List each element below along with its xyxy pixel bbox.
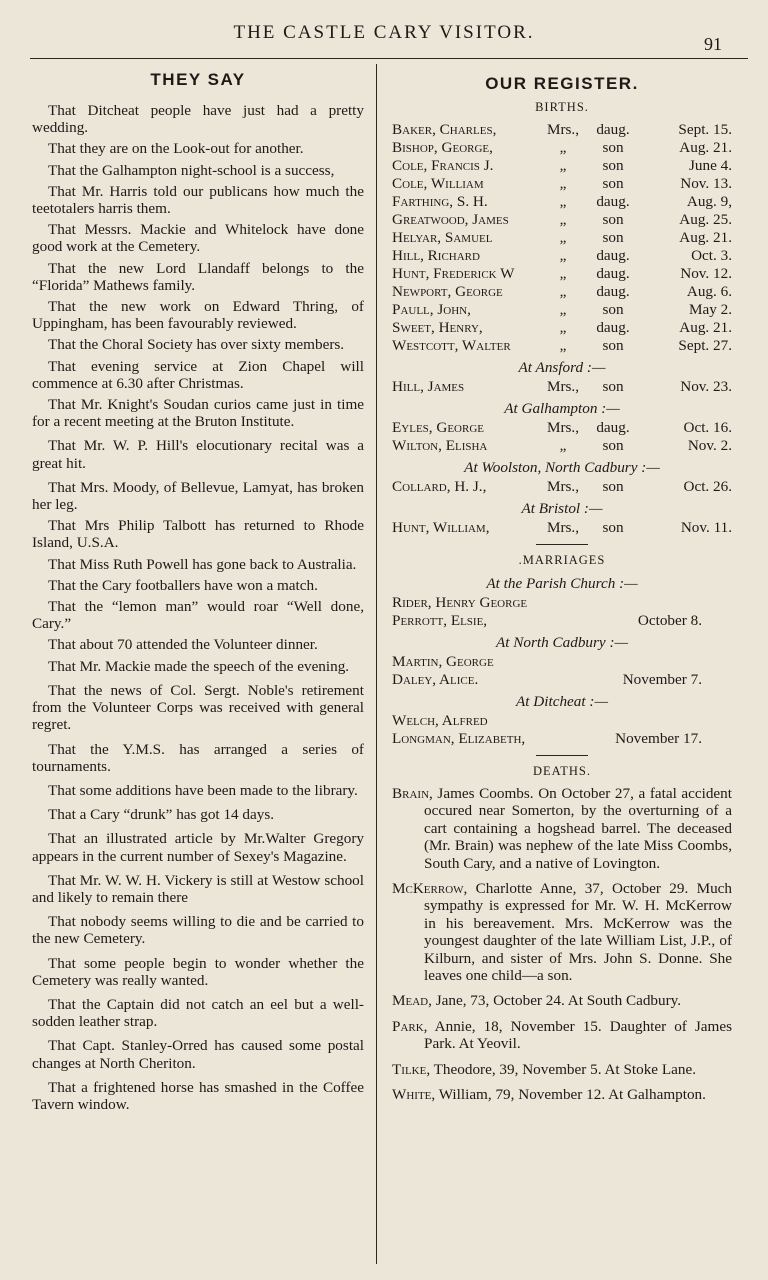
list-item: That a frightened horse has smashed in the Coffee Tavern window. (32, 1078, 364, 1113)
list-item: That evening service at Zion Chapel will commence at 6.30 after Christmas. (32, 357, 364, 392)
list-item: That the new Lord Llandaff belongs to the “Florida” Mathews family. (32, 259, 364, 294)
list-item: McKerrow, Charlotte Anne, 37, October 29. Much sympathy is expressed for Mr. W. H. McKerrow in his bereavement. Mrs. McKerrow was the youngest daughter of the late William List, J.P., of Kilburn, and sister of Mrs. John S. Donne. She leaves one child—a son. (392, 880, 732, 985)
running-head: THE CASTLE CARY VISITOR. (233, 22, 535, 43)
deaths-heading: DEATHS. (532, 764, 592, 778)
list-item: Mead, Jane, 73, October 24. At South Cadbury. (392, 992, 682, 1010)
list-item: That Mr. Knight's Soudan curios came just in time for a recent meeting at the Bruton Institute. (32, 396, 364, 431)
table-row: Wilton, Elisha „ son Nov. 2. (392, 437, 732, 454)
table-row: Sweet, Henry, „ daug. Aug. 21. (392, 319, 732, 336)
list-item: That the “lemon man” would roar “Well done, Cary.” (32, 598, 364, 633)
list-item: That an illustrated article by Mr.Walter Gregory appears in the current number of Sexey's Magazine. (32, 830, 364, 865)
list-item: That Mr. W. W. H. Vickery is still at Westow school and likely to remain there (32, 871, 364, 906)
table-row: Bishop, George, „ son Aug. 21. (392, 139, 732, 156)
table-row: Newport, George „ daug. Aug. 6. (392, 283, 732, 300)
table-row: Collard, H. J., Mrs., son Oct. 26. (392, 478, 732, 495)
marriage-entry: Martin, George Daley, Alice. November 7. (392, 653, 702, 688)
list-item: Park, Annie, 18, November 15. Daughter of James Park. At Yeovil. (392, 1017, 732, 1053)
list-item: That some people begin to wonder whether the Cemetery was really wanted. (32, 954, 364, 989)
list-item: That the Cary footballers have won a match. (48, 576, 318, 594)
location-parish-church: At the Parish Church :— (486, 575, 638, 592)
page-number: 91 (704, 34, 722, 54)
list-item: That Mr. W. P. Hill's elocutionary recital was a great hit. (32, 437, 364, 472)
table-row: Hunt, William, Mrs., son Nov. 11. (392, 519, 732, 536)
list-item: That Mr. Harris told our publicans how much the teetotalers harris them. (32, 182, 364, 218)
marriages-heading: .MARRIAGES (518, 553, 606, 567)
list-item: That the Y.M.S. has arranged a series of tournaments. (32, 740, 364, 775)
table-row: Eyles, George Mrs., daug. Oct. 16. (392, 419, 732, 436)
list-item: That some additions have been made to the library. (48, 781, 358, 799)
location-galhampton: At Galhampton :— (504, 400, 620, 417)
list-item: That Mrs. Moody, of Bellevue, Lamyat, has broken her leg. (32, 478, 364, 514)
list-item: That about 70 attended the Volunteer dinner. (48, 636, 318, 654)
list-item: That the Choral Society has over sixty members. (48, 336, 345, 354)
register-column (392, 74, 732, 1112)
list-item: That the new work on Edward Thring, of Uppingham, has been favourably reviewed. (32, 298, 364, 333)
table-row: Hill, James Mrs., son Nov. 23. (392, 378, 732, 395)
list-item: That they are on the Look-out for another. (48, 140, 304, 158)
table-row: Hunt, Frederick W „ daug. Nov. 12. (392, 265, 732, 282)
list-item: That the Galhampton night-school is a success, (48, 161, 335, 179)
section-rule (536, 755, 588, 756)
list-item: That Capt. Stanley-Orred has caused some postal changes at North Cheriton. (32, 1037, 364, 1072)
section-rule (536, 544, 588, 545)
table-row: Cole, Francis J. „ son June 4. (392, 157, 732, 174)
marriage-entry: Rider, Henry George Perrott, Elsie, October 8. (392, 594, 702, 629)
list-item: Tilke, Theodore, 39, November 5. At Stoke Lane. (392, 1060, 696, 1078)
location-ditcheat: At Ditcheat :— (516, 693, 608, 710)
they-say-column (32, 70, 364, 1117)
table-row: Westcott, Walter „ son Sept. 27. (392, 337, 732, 354)
list-item: That Mrs Philip Talbott has returned to Rhode Island, U.S.A. (32, 517, 364, 552)
births-heading: BIRTHS. (535, 100, 589, 114)
list-item: That Messrs. Mackie and Whitelock have done good work at the Cemetery. (32, 221, 364, 256)
top-rule (30, 58, 748, 59)
location-ansford: At Ansford :— (518, 359, 606, 376)
list-item: That Miss Ruth Powell has gone back to Australia. (48, 555, 357, 573)
register-heading: OUR REGISTER. (485, 74, 639, 93)
list-item: That Ditcheat people have just had a pretty wedding. (32, 102, 364, 137)
list-item: That the Captain did not catch an eel but a well-sodden leather strap. (32, 995, 364, 1031)
list-item: That the news of Col. Sergt. Noble's retirement from the Volunteer Corps was received with general regret. (32, 681, 364, 734)
list-item: Brain, James Coombs. On October 27, a fatal accident occured near Somerton, by the overturning of a cart containing a hogshead barrel. The deceased (Mr. Brain) was nephew of the late Miss Coombs, South Cary, and a native of Lovington. (392, 785, 732, 872)
table-row: Hill, Richard „ daug. Oct. 3. (392, 247, 732, 264)
table-row: Greatwood, James „ son Aug. 25. (392, 211, 732, 228)
table-row: Paull, John, „ son May 2. (392, 301, 732, 318)
location-bristol: At Bristol :— (521, 500, 603, 517)
table-row: Helyar, Samuel „ son Aug. 21. (392, 229, 732, 246)
table-row: Baker, Charles, Mrs., daug. Sept. 15. (392, 121, 732, 138)
table-row: Farthing, S. H. „ daug. Aug. 9, (392, 193, 732, 210)
table-row: Cole, William „ son Nov. 13. (392, 175, 732, 192)
list-item: That nobody seems willing to die and be carried to the new Cemetery. (32, 913, 364, 948)
location-woolston: At Woolston, North Cadbury :— (464, 459, 660, 476)
list-item: That a Cary “drunk” has got 14 days. (48, 806, 275, 824)
column-divider (376, 64, 377, 1264)
marriage-entry: Welch, Alfred Longman, Elizabeth, November 17. (392, 712, 702, 747)
list-item: White, William, 79, November 12. At Galhampton. (392, 1086, 706, 1104)
they-say-heading: THEY SAY (150, 70, 246, 89)
list-item: That Mr. Mackie made the speech of the evening. (48, 657, 350, 675)
births-list (392, 121, 732, 355)
location-north-cadbury: At North Cadbury :— (495, 634, 629, 651)
